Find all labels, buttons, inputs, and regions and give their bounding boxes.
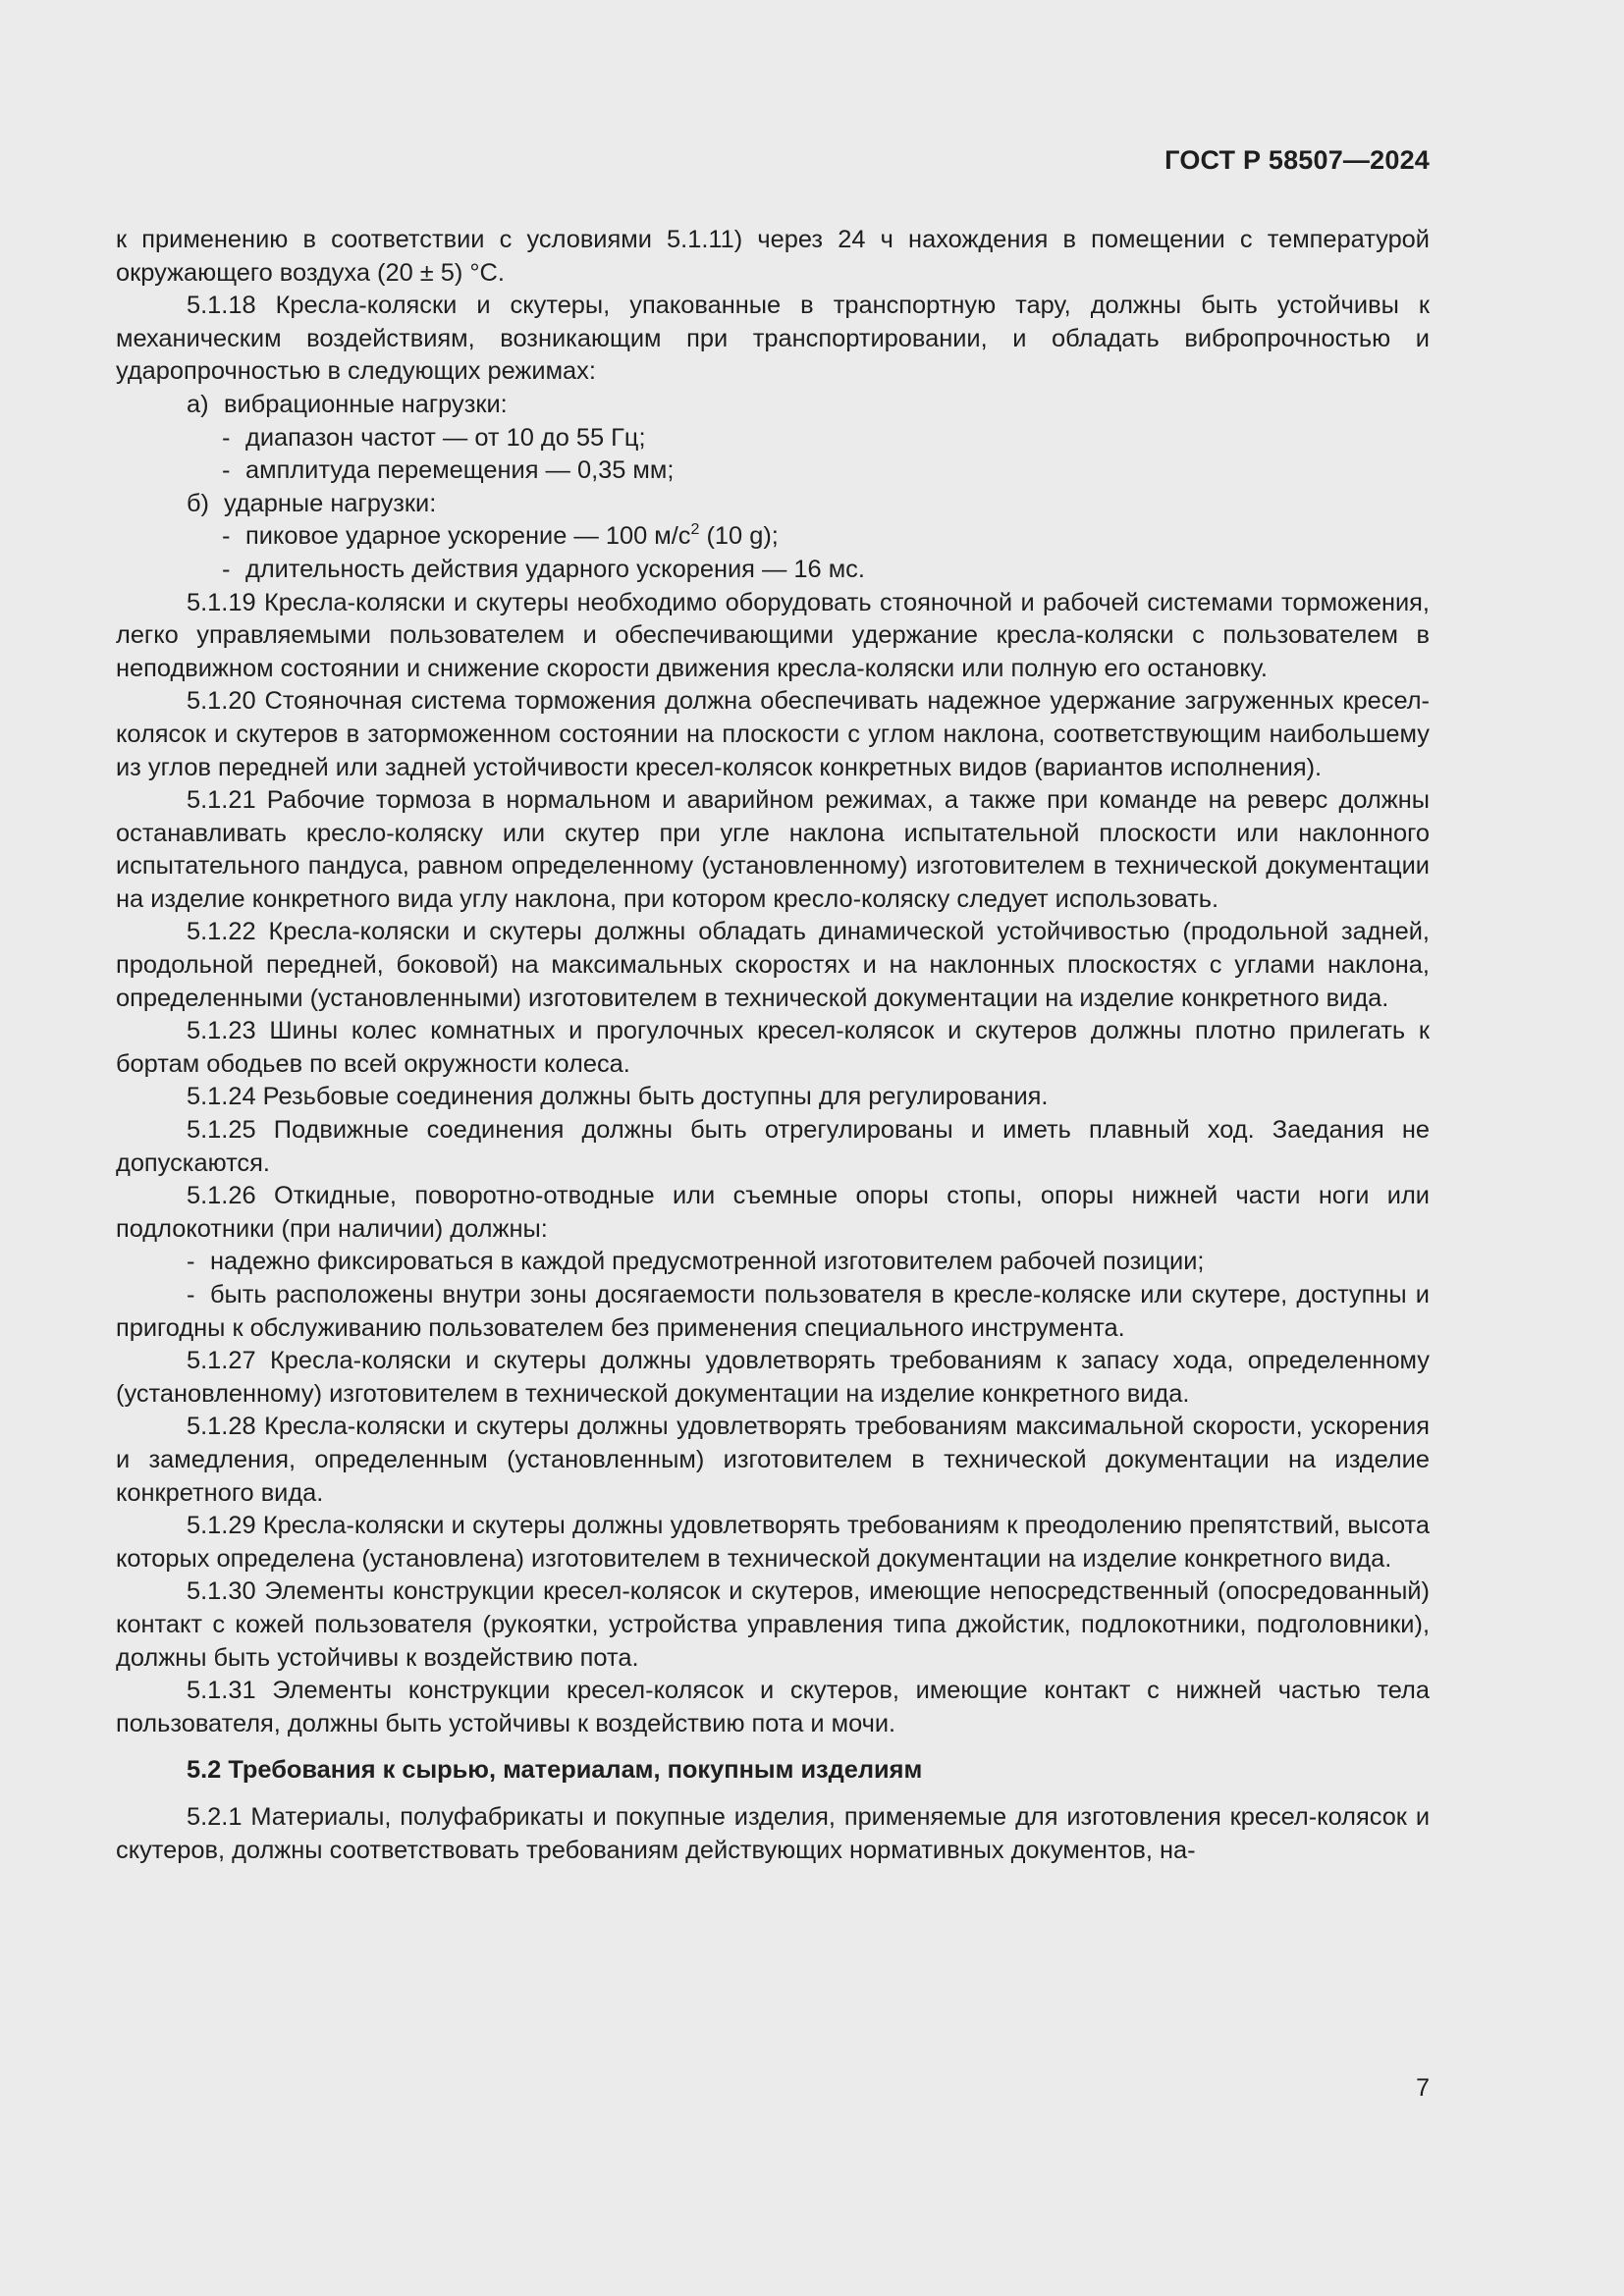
clause-5-1-20: 5.1.20 Стояночная система торможения должна обеспечивать надежное удержание загруженных кресел-колясок и скутеров в заторможенном состоянии на плоскости с углом наклона, соответствующим наибольшему из углов передней или задней устойчивости кресел-колясок конкретных видов (вариантов исполнения). — [116, 687, 1430, 781]
dash-item-wrapped — [116, 1279, 1430, 1345]
section-heading-5-2: 5.2 Требования к сырью, материалам, покупным изделиям — [187, 1756, 923, 1785]
list-text: вибрационные нагрузки: — [224, 390, 508, 418]
list-item: - диапазон частот — от 10 до 55 Гц; — [222, 422, 1430, 455]
superscript: 2 — [690, 521, 700, 539]
clause-5-1-21: 5.1.21 Рабочие тормоза в нормальном и аварийном режимах, а также при команде на реверс должны останавливать кресло-коляску или скутер при угле наклона испытательной плоскости или наклонного испытательного пандуса, равном определенному (установленному) изготовителем в технической документации на изделие конкретного вида углу наклона, при котором кресло-коляску следует использовать. — [116, 786, 1430, 913]
dash-marker: - — [222, 423, 231, 452]
document-id: ГОСТ Р 58507—2024 — [1164, 145, 1430, 175]
list-label: а) — [187, 390, 209, 418]
list-item-b — [116, 488, 1430, 521]
dash-list-5-1-26 — [116, 1246, 1430, 1279]
dash-marker: - — [222, 522, 231, 551]
clause-5-1-18: 5.1.18 Кресла-коляски и скутеры, упакованные в транспортную тару, должны быть устойчивы к механическим воздействиям, возникающим при транспортировании, и обладать вибропрочностью и ударопрочностью в следующих режимах: — [116, 292, 1430, 386]
list-item: - пиковое ударное ускорение — 100 $м/с^2$ (10 g); — [222, 520, 1430, 554]
list-item-a — [116, 389, 1430, 422]
list-text: ударные нагрузки: — [224, 489, 437, 517]
clause-5-1-23: 5.1.23 Шины колес комнатных и прогулочных кресел-колясок и скутеров должны плотно прилегать к бортам ободьев по всей окружности колеса. — [116, 1017, 1430, 1078]
list-item: - длительность действия ударного ускорения — 16 мс. — [222, 554, 1430, 587]
clause-5-1-28: 5.1.28 Кресла-коляски и скутеры должны удовлетворять требованиям максимальной скорости, ускорения и замедления, определенным (установленным) изготовителем в технической документации на изделие конкретного вида. — [116, 1413, 1430, 1507]
clause-5-1-25: 5.1.25 Подвижные соединения должны быть отрегулированы и иметь плавный ход. Заедания не допускаются. — [116, 1116, 1430, 1177]
page-body — [116, 224, 1430, 1867]
dash-list-b — [116, 520, 1430, 586]
dash-marker: - — [222, 555, 231, 583]
clause-5-1-26: 5.1.26 Откидные, поворотно-отводные или съемные опоры стопы, опоры нижней части ноги или подлокотники (при наличии) должны: — [116, 1182, 1430, 1243]
list-item: - амплитуда перемещения — 0,35 мм; — [222, 454, 1430, 488]
clause-5-1-27: 5.1.27 Кресла-коляски и скутеры должны удовлетворять требованиям к запасу хода, определенному (установленному) изготовителем в технической документации на изделие конкретного вида. — [116, 1347, 1430, 1408]
list-item: - надежно фиксироваться в каждой предусмотренной изготовителем рабочей позиции; — [187, 1246, 1430, 1279]
clause-5-2-1: 5.2.1 Материалы, полуфабрикаты и покупные изделия, применяемые для изготовления кресел-колясок и скутеров, должны соответствовать требованиям действующих нормативных документов, на- — [116, 1802, 1430, 1864]
dash-marker: - — [187, 1248, 195, 1276]
clause-5-1-31: 5.1.31 Элементы конструкции кресел-колясок и скутеров, имеющие контакт с нижней частью тела пользователя, должны быть устойчивы к воздействию пота и мочи. — [116, 1677, 1430, 1737]
clause-5-1-24: 5.1.24 Резьбовые соединения должны быть доступны для регулирования. — [187, 1083, 1049, 1111]
clause-5-1-30: 5.1.30 Элементы конструкции кресел-колясок и скутеров, имеющие непосредственный (опосредованный) контакт с кожей пользователя (рукоятки, устройства управления типа джойстик, подлокотники, подголовники), должны быть устойчивы к воздействию пота. — [116, 1577, 1430, 1672]
page-number: 7 — [1416, 2074, 1430, 2102]
dash-list-a — [116, 422, 1430, 488]
clause-5-1-19: 5.1.19 Кресла-коляски и скутеры необходимо оборудовать стояночной и рабочей системами торможения, легко управляемыми пользователем и обеспечивающими удержание кресла-коляски с пользователем в неподвижном состоянии и снижение скорости движения кресла-коляски или полную его остановку. — [116, 588, 1430, 682]
dash-marker: - — [187, 1281, 195, 1308]
clause-5-1-29: 5.1.29 Кресла-коляски и скутеры должны удовлетворять требованиям к преодолению препятствий, высота которых определена (установлена) изготовителем в технической документации на изделие конкретного вида. — [116, 1512, 1430, 1573]
paragraph-continuation: к применению в соответствии с условиями 5.1.11) через 24 ч нахождения в помещении с температурой окружающего воздуха (20 ± 5) °С. — [116, 226, 1430, 287]
list-item: быть расположены внутри зоны досягаемости пользователя в кресле-коляске или скутере, доступны и пригодны к обслуживанию пользователем без применения специального инструмента. — [116, 1281, 1430, 1342]
clause-5-1-22: 5.1.22 Кресла-коляски и скутеры должны обладать динамической устойчивостью (продольной задней, продольной передней, боковой) на максимальных скоростях и на наклонных плоскостях с углами наклона, определенными (установленными) изготовителем в технической документации на изделие конкретного вида. — [116, 918, 1430, 1012]
list-label: б) — [187, 489, 209, 517]
dash-marker: - — [222, 456, 231, 485]
